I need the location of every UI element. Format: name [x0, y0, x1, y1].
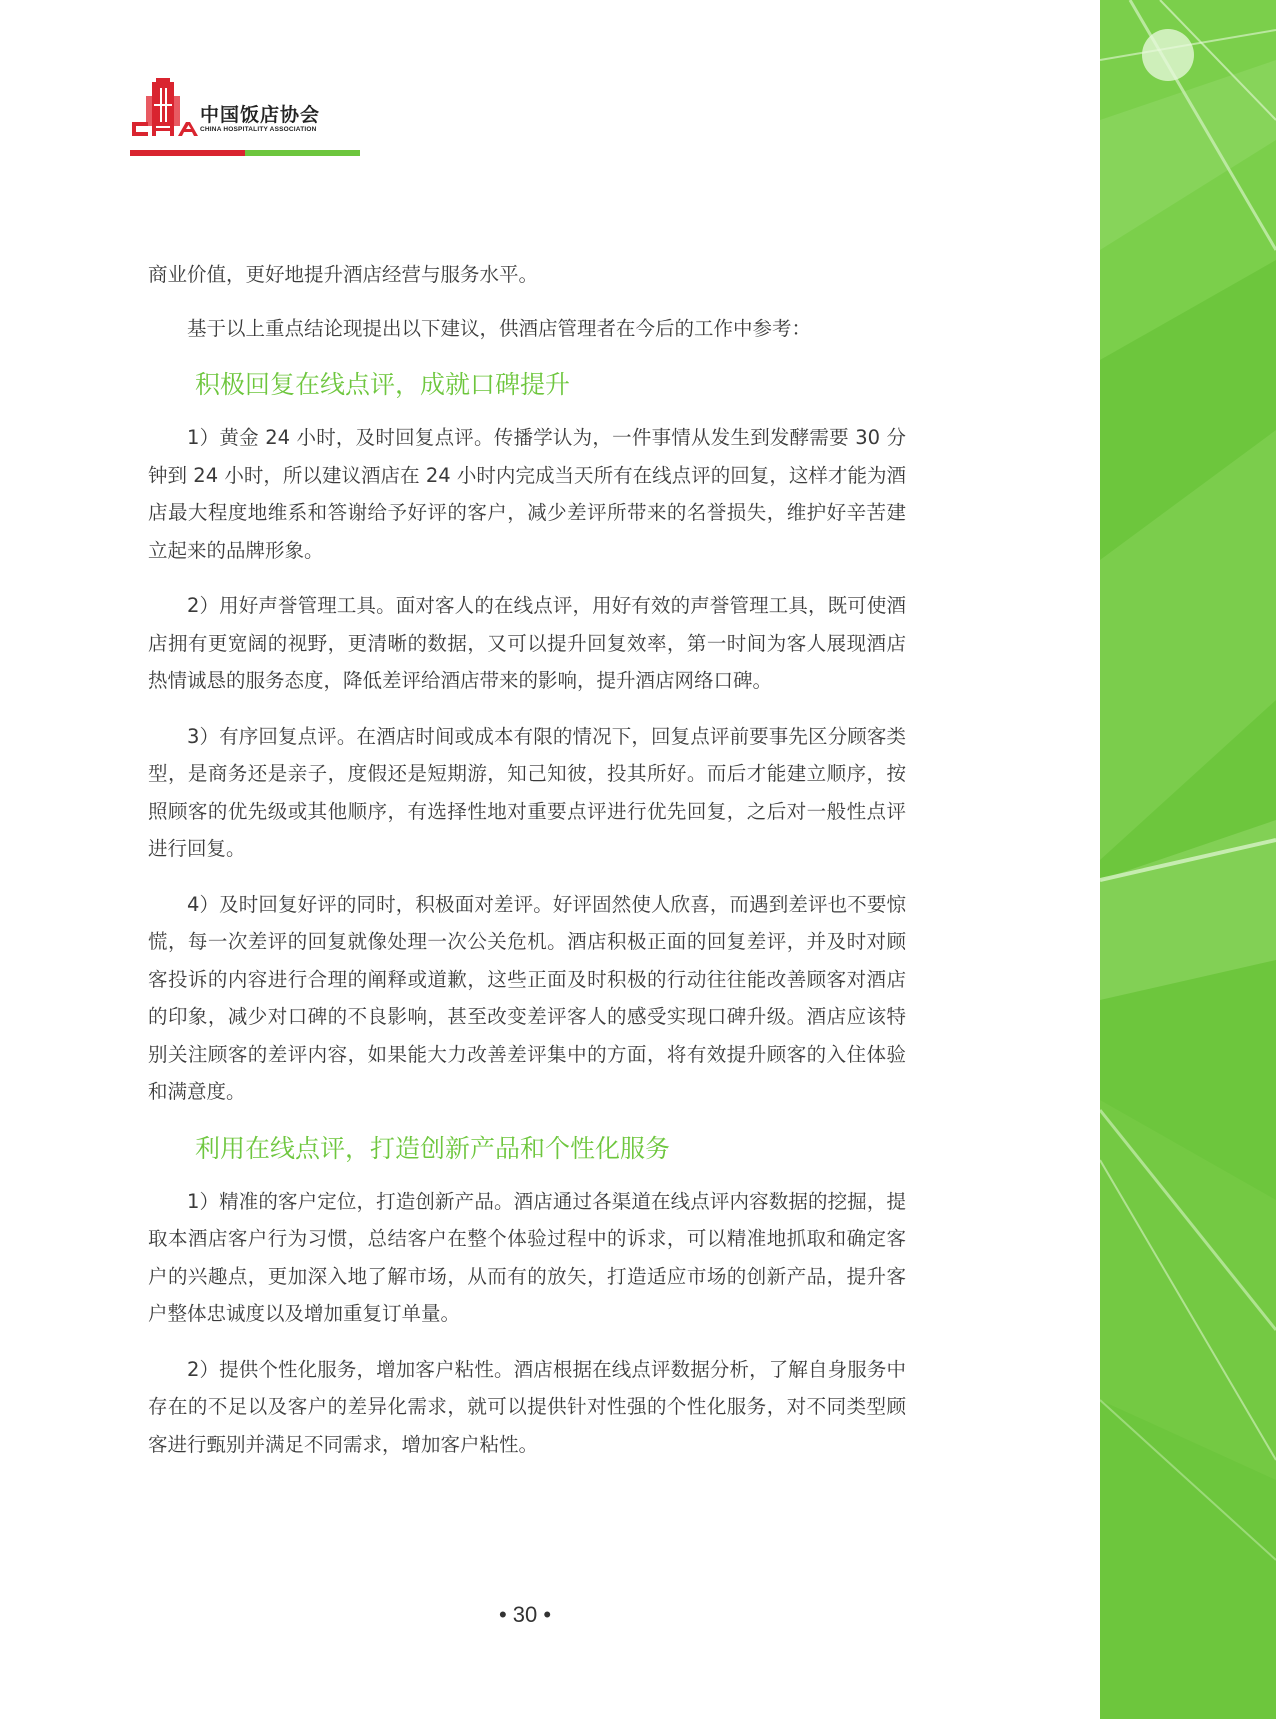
section1-item-1: 1）黄金 24 小时，及时回复点评。传播学认为，一件事情从发生到发酵需要 30 分钟到 24 小时，所以建议酒店在 24 小时内完成当天所有在线点评的回复，这样才能为酒店最大程度地维系和答谢给予好评的客户，减少差评所带来的名誉损失，维护好辛苦建立起来的品牌形象。: [148, 426, 906, 562]
association-logo: [130, 78, 360, 160]
logo-chinese-name: 中国饭店协会: [200, 104, 321, 126]
main-content: [148, 256, 906, 1481]
intro-continuation: 商业价值，更好地提升酒店经营与服务水平。: [148, 263, 539, 286]
logo-underline-red: [130, 150, 245, 156]
logo-underline-green: [245, 150, 360, 156]
logo-english-name: CHINA HOSPITALITY ASSOCIATION: [200, 126, 317, 133]
section2-item-1: 1）精准的客户定位，打造创新产品。酒店通过各渠道在线点评内容数据的挖掘，提取本酒店客户行为习惯，总结客户在整个体验过程中的诉求，可以精准地抓取和确定客户的兴趣点，更加深入地了解市场，从而有的放矢，打造适应市场的创新产品，提升客户整体忠诚度以及增加重复订单量。: [148, 1189, 906, 1325]
logo-underline: [130, 150, 360, 156]
intro-paragraph: 基于以上重点结论现提出以下建议，供酒店管理者在今后的工作中参考：: [187, 316, 812, 340]
section1-item-3: 3）有序回复点评。在酒店时间或成本有限的情况下，回复点评前要事先区分顾客类型，是商务还是亲子，度假还是短期游，知己知彼，投其所好。而后才能建立顺序，按照顾客的优先级或其他顺序，有选择性地对重要点评进行优先回复，之后对一般性点评进行回复。: [148, 724, 906, 860]
decorative-green-band: [1100, 0, 1276, 1719]
section1-item-2: 2）用好声誉管理工具。面对客人的在线点评，用好有效的声誉管理工具，既可使酒店拥有更宽阔的视野，更清晰的数据，又可以提升回复效率，第一时间为客人展现酒店热情诚恳的服务态度，降低差评给酒店带来的影响，提升酒店网络口碑。: [148, 594, 906, 692]
section1-item-4: 4）及时回复好评的同时，积极面对差评。好评固然使人欣喜，而遇到差评也不要惊慌，每一次差评的回复就像处理一次公关危机。酒店积极正面的回复差评，并及时对顾客投诉的内容进行合理的阐释或道歉，这些正面及时积极的行动往往能改善顾客对酒店的印象，减少对口碑的不良影响，甚至改变差评客人的感受实现口碑升级。酒店应该特别关注顾客的差评内容，如果能大力改善差评集中的方面，将有效提升顾客的入住体验和满意度。: [148, 892, 906, 1103]
section-heading-1: 积极回复在线点评，成就口碑提升: [195, 370, 571, 399]
section2-item-2: 2）提供个性化服务，增加客户粘性。酒店根据在线点评数据分析，了解自身服务中存在的不足以及客户的差异化需求，就可以提供针对性强的个性化服务，对不同类型顾客进行甄别并满足不同需求，增加客户粘性。: [148, 1357, 906, 1456]
building-logo-icon: [130, 78, 200, 140]
section-heading-2: 利用在线点评，打造创新产品和个性化服务: [195, 1133, 671, 1163]
page-number: • 30 •: [498, 1602, 552, 1627]
